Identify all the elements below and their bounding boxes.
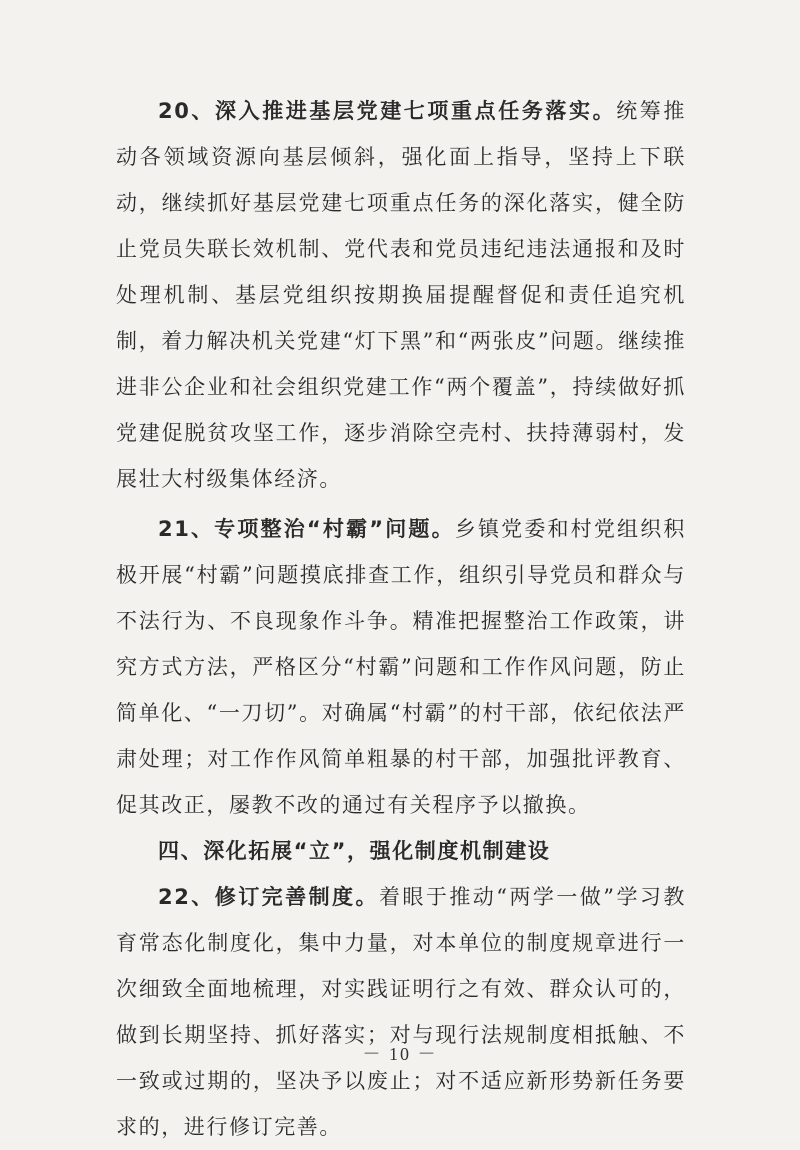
paragraph-20-body: 统筹推动各领域资源向基层倾斜，强化面上指导，坚持上下联动，继续抓好基层党建七项重点任务的深化落实，健全防止党员失联长效机制、党代表和党员违纪违法通报和及时处理机制、基层党组织按期换届提醒督促和责任追究机制，着力解决机关党建“灯下黑”和“两张皮”问题。继续推进非公企业和社会组织党建工作“两个覆盖”，持续做好抓党建促脱贫攻坚工作，逐步消除空壳村、扶持薄弱村，发展壮大村级集体经济。 [116,99,686,491]
paragraph-21 [116,506,686,828]
paragraph-22 [116,874,686,1150]
paragraph-21-lead: 21、专项整治“村霸”问题。 [158,517,455,541]
section-heading: 四、深化拓展“立”，强化制度机制建设 [158,839,551,863]
paragraph-21-body: 乡镇党委和村党组织积极开展“村霸”问题摸底排查工作，组织引导党员和群众与不法行为、不良现象作斗争。精准把握整治工作政策，讲究方式方法，严格区分“村霸”问题和工作作风问题，防止简单化、“一刀切”。对确属“村霸”的村干部，依纪依法严肃处理；对工作作风简单粗暴的村干部，加强批评教育、促其改正，屡教不改的通过有关程序予以撤换。 [116,517,687,817]
paragraph-20-lead: 20、深入推进基层党建七项重点任务落实。 [158,99,617,123]
paragraph-20 [116,88,686,502]
paragraph-22-lead: 22、修订完善制度。 [158,885,379,909]
page-number: － 10 － [362,1044,438,1064]
document-body [116,88,686,1150]
paragraph-22-body: 着眼于推动“两学一做”学习教育常态化制度化，集中力量，对本单位的制度规章进行一次细致全面地梳理，对实践证明行之有效、群众认可的，做到长期坚持、抓好落实；对与现行法规制度相抵触、不一致或过期的，坚决予以废止；对不适应新形势新任务要求的，进行修订完善。 [116,885,686,1139]
